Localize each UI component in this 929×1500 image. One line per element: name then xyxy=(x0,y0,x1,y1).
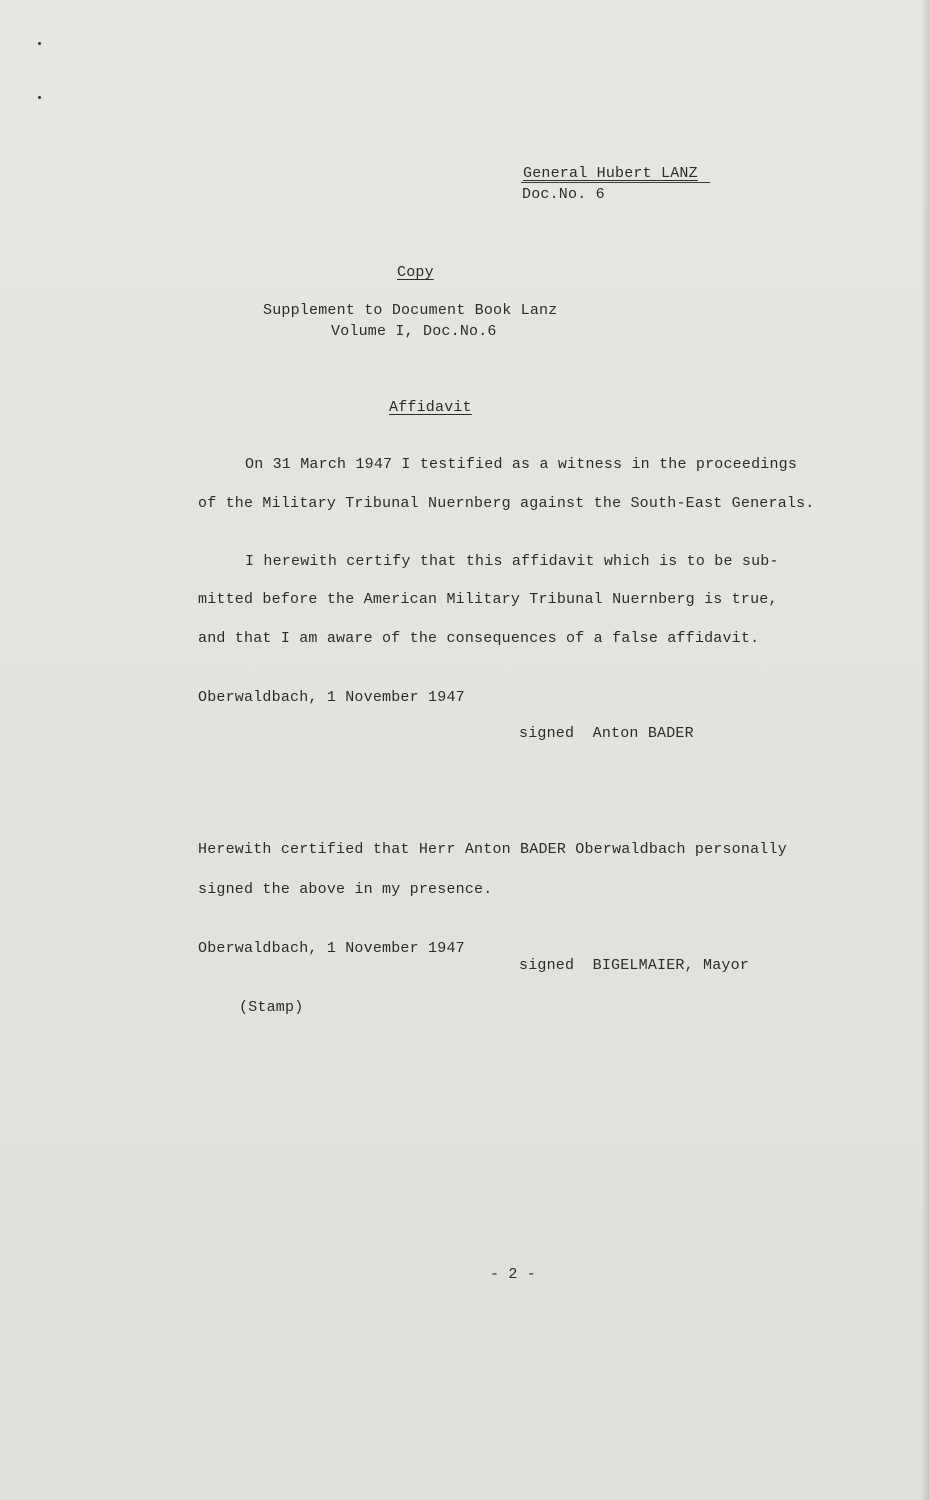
paragraph-2-line-2: mitted before the American Military Tribunal Nuernberg is true, xyxy=(198,591,778,608)
signature-1: signed Anton BADER xyxy=(519,725,694,742)
paragraph-1-line-1: On 31 March 1947 I testified as a witness in the proceedings xyxy=(245,456,798,473)
page-number: - 2 - xyxy=(490,1266,537,1283)
punch-mark xyxy=(38,42,41,45)
supplement-line-2: Volume I, Doc.No.6 xyxy=(331,323,497,340)
paragraph-2-line-3: and that I am aware of the consequences of a false affidavit. xyxy=(198,630,760,647)
stamp-label: (Stamp) xyxy=(239,999,304,1016)
punch-mark xyxy=(38,96,41,99)
paragraph-1-line-2: of the Military Tribunal Nuernberg against the South-East Generals. xyxy=(198,495,815,512)
header-doc-number: Doc.No. 6 xyxy=(522,186,605,203)
header-divider xyxy=(521,182,710,183)
certification-line-1: Herewith certified that Herr Anton BADER Oberwaldbach personally xyxy=(198,841,787,858)
supplement-line-1: Supplement to Document Book Lanz xyxy=(263,302,558,319)
copy-label: Copy xyxy=(397,264,434,281)
place-date-1: Oberwaldbach, 1 November 1947 xyxy=(198,689,465,706)
signature-2: signed BIGELMAIER, Mayor xyxy=(519,957,750,974)
header-name: General Hubert LANZ xyxy=(523,165,698,182)
document-title: Affidavit xyxy=(389,399,472,416)
place-date-2: Oberwaldbach, 1 November 1947 xyxy=(198,940,465,957)
page-edge-shadow xyxy=(921,0,929,1500)
paragraph-2-line-1: I herewith certify that this affidavit which is to be sub- xyxy=(245,553,779,570)
certification-line-2: signed the above in my presence. xyxy=(198,881,493,898)
